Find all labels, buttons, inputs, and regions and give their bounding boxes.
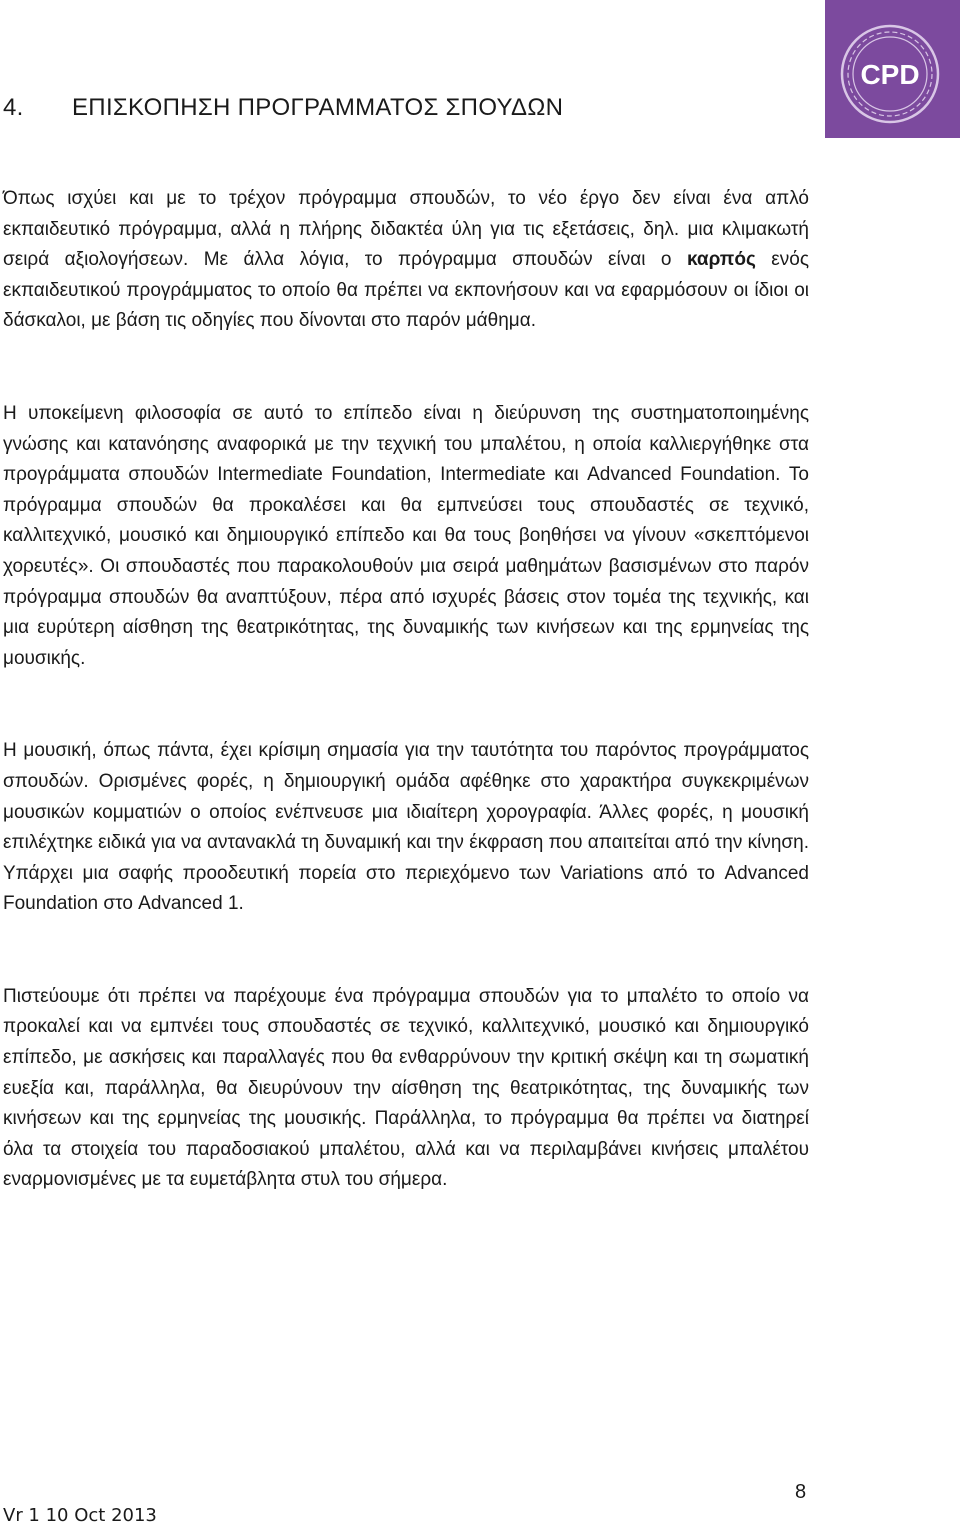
cpd-seal-icon: [825, 0, 960, 138]
page-number: 8: [795, 1481, 807, 1503]
section-heading: [3, 94, 563, 122]
paragraph-3: Η μουσική, όπως πάντα, έχει κρίσιμη σημασία για την ταυτότητα του παρόντος προγράμματος σπουδών. Ορισμένες φορές, η δημιουργική ομάδα αφέθηκε στο χαρακτήρα συγκεκριμένων μουσικών κομματιών ο οποίος ενέπνευσε μια ιδιαίτερη χορογραφία. Άλλες φορές, η μουσική επιλέχτηκε ειδικά για να αντανακλά τη δυναμική και την έκφραση που απαιτείται από την κίνηση. Υπάρχει μια σαφής προοδευτική πορεία στο περιεχόμενο των Variations από το Advanced Foundation στο Advanced 1.: [3, 740, 809, 915]
cpd-logo: [825, 0, 960, 138]
footer-version: Vr 1 10 Oct 2013: [3, 1505, 157, 1526]
paragraph-1-text-b: ενός εκπαιδευτικού προγράμματος το οποίο θα πρέπει να εκπονήσουν και να εφαρμόσουν οι ίδιοι οι δάσκαλοι, με βάση τις οδηγίες που δίνονται στο παρόν μάθημα.: [3, 249, 809, 332]
paragraph-1: [3, 184, 809, 337]
paragraph-1-bold: καρπός: [686, 249, 756, 271]
paragraph-4: Πιστεύουμε ότι πρέπει να παρέχουμε ένα πρόγραμμα σπουδών για το μπαλέτο το οποίο να προκαλεί και να εμπνέει τους σπουδαστές σε τεχνικό, καλλιτεχνικό, μουσικό και δημιουργικό επίπεδο, με ασκήσεις και παραλλαγές που θα ενθαρρύνουν την κριτική σκέψη και τη σωματική ευεξία και, παράλληλα, θα διευρύνουν την αίσθηση της θεατρικότητας, της δυναμικής των κινήσεων και της ερμηνείας της μουσικής. Παράλληλα, το πρόγραμμα θα πρέπει να διατηρεί όλα τα στοιχεία του παραδοσιακού μπαλέτου, αλλά και να περιλαμβάνει κινήσεις μπαλέτου εναρμονισμένες με τα ευμετάβλητα στυλ του σήμερα.: [3, 985, 809, 1191]
section-title: ΕΠΙΣΚΟΠΗΣΗ ΠΡΟΓΡΑΜΜΑΤΟΣ ΣΠΟΥΔΩΝ: [72, 94, 564, 121]
paragraph-2: Η υποκείμενη φιλοσοφία σε αυτό το επίπεδο είναι η διεύρυνση της συστηματοποιημένης γνώσης και κατανόησης αναφορικά με την τεχνική του μπαλέτου, η οποία καλλιεργήθηκε στα προγράμματα σπουδών Intermediate Foundation, Intermediate και Advanced Foundation. Το πρόγραμμα σπουδών θα προκαλέσει και θα εμπνεύσει τους σπουδαστές σε τεχνικό, καλλιτεχνικό, μουσικό και δημιουργικό επίπεδο και θα τους βοηθήσει να γίνουν «σκεπτόμενοι χορευτές». Οι σπουδαστές που παρακολουθούν μια σειρά μαθημάτων βασισμένων στο παρόν πρόγραμμα σπουδών θα αναπτύξουν, πέρα από ισχυρές βάσεις στον τομέα της τεχνικής, και μια ευρύτερη αίσθηση της θεατρικότητας, της δυναμικής των κινήσεων και της ερμηνείας της μουσικής.: [3, 402, 809, 669]
paragraph-1-text-a: Όπως ισχύει και με το τρέχον πρόγραμμα σπουδών, το νέο έργο δεν είναι ένα απλό εκπαιδευτικό πρόγραμμα, αλλά η πλήρης διδακτέα ύλη για τις εξετάσεις, δηλ. μια κλιμακωτή σειρά αξιολογήσεων. Με άλλα λόγια, το πρόγραμμα σπουδών είναι ο: [3, 188, 809, 271]
logo-text: CPD: [860, 59, 920, 90]
section-number: 4.: [3, 94, 24, 121]
body-text: [3, 184, 809, 1258]
